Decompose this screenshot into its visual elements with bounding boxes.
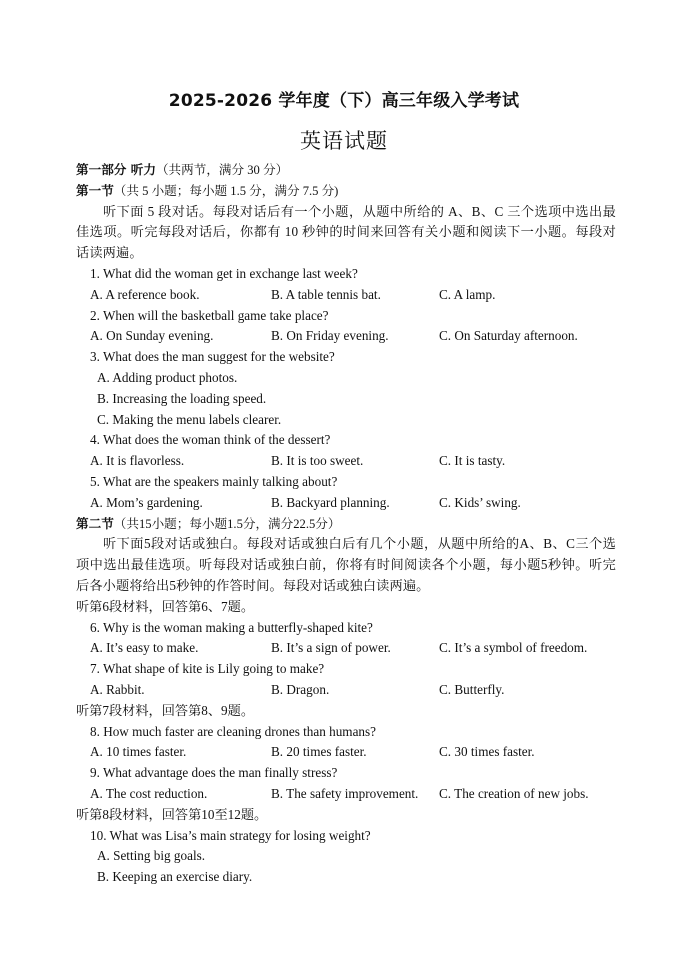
option-a[interactable]: A. Setting big goals. (97, 848, 206, 864)
option-a[interactable]: A. On Sunday evening. (90, 328, 214, 344)
option-c[interactable]: C. Butterfly. (439, 681, 505, 697)
option-a[interactable]: A. Rabbit. (90, 681, 145, 697)
question-stem: 3. What does the man suggest for the website? (90, 349, 335, 365)
option-c[interactable]: C. Making the menu labels clearer. (97, 411, 282, 427)
option-a[interactable]: A. It is flavorless. (90, 453, 185, 469)
question-stem: 8. How much faster are cleaning drones than humans? (90, 723, 376, 739)
option-a[interactable]: A. Adding product photos. (97, 369, 238, 385)
option-b[interactable]: B. It is too sweet. (271, 453, 364, 469)
section2-heading-bold: 第二节 (76, 515, 114, 531)
question-stem: 7. What shape of kite is Lily going to make? (90, 661, 325, 677)
section1-heading-bold: 第一节 (76, 182, 114, 198)
option-b[interactable]: B. Keeping an exercise diary. (97, 869, 253, 885)
question-stem: 5. What are the speakers mainly talking about? (90, 473, 338, 489)
section1-heading (76, 181, 616, 202)
question-options (76, 451, 616, 472)
option-c[interactable]: C. The creation of new jobs. (439, 785, 589, 801)
question-options (76, 680, 616, 701)
option-c[interactable]: C. It is tasty. (439, 453, 506, 469)
option-b[interactable]: B. 20 times faster. (271, 744, 367, 760)
question-options (76, 784, 616, 805)
option-b[interactable]: B. Increasing the loading speed. (97, 390, 267, 406)
option-a[interactable]: A. The cost reduction. (90, 785, 208, 801)
option-c[interactable]: C. Kids’ swing. (439, 494, 521, 510)
question-stem: 6. Why is the woman making a butterfly-shaped kite? (90, 619, 373, 635)
option-b[interactable]: B. Backyard planning. (271, 494, 390, 510)
section2-heading-note: （共15小题；每小题1.5分，满分22.5分） (113, 516, 341, 531)
exam-content (76, 160, 616, 888)
option-a[interactable]: A. A reference book. (90, 286, 200, 302)
section2-heading (76, 514, 616, 535)
page-subtitle: 英语试题 (300, 129, 388, 153)
section1-heading-note: （共 5 小题；每小题 1.5 分，满分 7.5 分) (113, 183, 339, 198)
material-label: 听第7段材料，回答第8、9题。 (76, 702, 255, 718)
question-options (76, 742, 616, 763)
option-b[interactable]: B. Dragon. (271, 681, 330, 697)
part1-heading (76, 160, 616, 181)
part1-heading-bold: 第一部分 听力 (76, 162, 156, 177)
option-a[interactable]: A. It’s easy to make. (90, 640, 199, 656)
option-c[interactable]: C. 30 times faster. (439, 744, 535, 760)
question-options (76, 326, 616, 347)
question-options (76, 285, 616, 306)
material-label: 听第6段材料，回答第6、7题。 (76, 598, 255, 614)
option-c[interactable]: C. A lamp. (439, 286, 496, 302)
part1-heading-note: （共两节，满分 30 分） (155, 163, 289, 177)
option-b[interactable]: B. On Friday evening. (271, 328, 389, 344)
section1-instruction: 听下面 5 段对话。每段对话后有一个小题，从题中所给的 A、B、C 三个选项中选出最佳选项。听完每段对话后，你都有 10 秒钟的时间来回答有关小题和阅读下一小题。每段对话读两遍。 (76, 203, 616, 261)
material-label: 听第8段材料，回答第10至12题。 (76, 806, 268, 822)
section2-instruction: 听下面5段对话或独白。每段对话或独白后有几个小题，从题中所给的A、B、C三个选项中选出最佳选项。听每段对话或独白前，你将有时间阅读各个小题，每小题5秒钟。听完后各小题将给出5秒钟的作答时间。每段对话或独白读两遍。 (76, 536, 616, 593)
option-c[interactable]: C. It’s a symbol of freedom. (439, 640, 588, 656)
option-c[interactable]: C. On Saturday afternoon. (439, 328, 578, 344)
option-a[interactable]: A. 10 times faster. (90, 744, 187, 760)
question-stem: 10. What was Lisa’s main strategy for losing weight? (90, 827, 371, 843)
option-a[interactable]: A. Mom’s gardening. (90, 494, 203, 510)
question-options (76, 638, 616, 659)
question-stem: 4. What does the woman think of the dessert? (90, 432, 331, 448)
option-b[interactable]: B. A table tennis bat. (271, 286, 381, 302)
question-options (76, 493, 616, 514)
option-b[interactable]: B. It’s a sign of power. (271, 640, 391, 656)
question-stem: 9. What advantage does the man finally stress? (90, 765, 338, 781)
question-stem: 2. When will the basketball game take place? (90, 307, 329, 323)
option-b[interactable]: B. The safety improvement. (271, 785, 419, 801)
question-stem: 1. What did the woman get in exchange last week? (90, 265, 358, 281)
page-title: 2025-2026 学年度（下）高三年级入学考试 (168, 91, 520, 111)
